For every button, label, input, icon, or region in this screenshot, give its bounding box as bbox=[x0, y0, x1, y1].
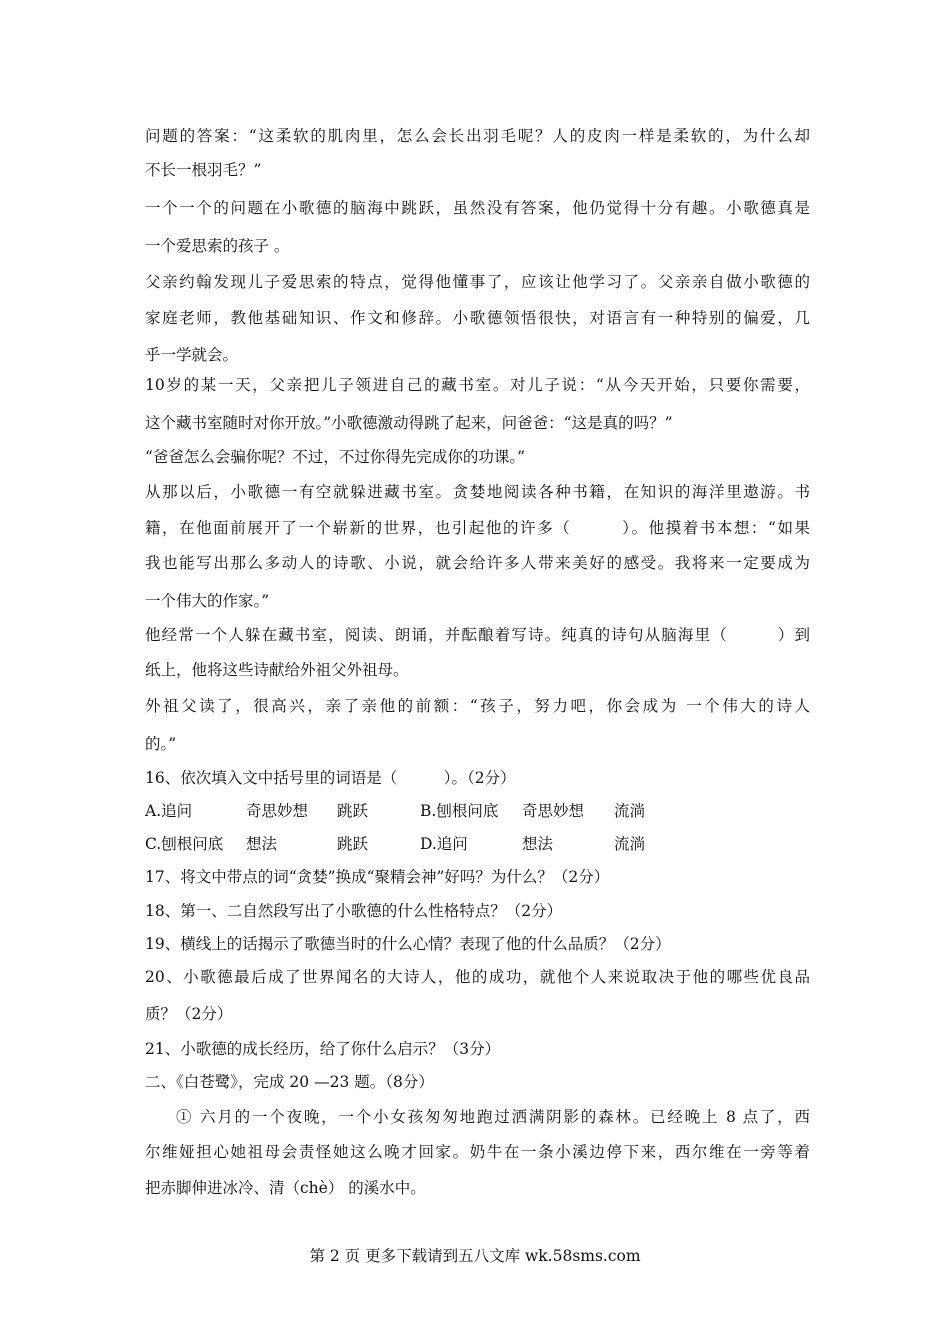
text-line: 尔维娅担心她祖母会责怪她这么晚才回家。奶牛在一条小溪边停下来，西尔维在一旁等着 bbox=[145, 1143, 810, 1161]
option-c-2: 想法 bbox=[246, 835, 278, 853]
question-18: 18、第一、二自然段写出了小歌德的什么性格特点？（2分） bbox=[145, 902, 563, 920]
text-line: 一个爱思索的孩子 。 bbox=[145, 237, 290, 255]
option-b-2: 奇思妙想 bbox=[522, 802, 585, 820]
text-line: 我也能写出那么多动人的诗歌、小说，就会给许多人带来美好的感受。我将来一定要成为 bbox=[145, 554, 810, 572]
section-heading: 二、《白苍鹭》，完成 20 —23 题。（8分） bbox=[145, 1073, 434, 1091]
text-line: 籍，在他面前展开了一个崭新的世界，也引起他的许多（ ）。他摸着书本想：“如果 bbox=[145, 519, 810, 537]
option-d-1: D.追问 bbox=[420, 835, 468, 853]
option-c-1: C.刨根问底 bbox=[145, 835, 224, 853]
text-line: 家庭老师，教他基础知识、作文和修辞。小歌德领悟很快，对语言有一种特别的偏爱，几 bbox=[145, 309, 810, 327]
text-line: 不长一根羽毛？” bbox=[145, 161, 262, 179]
text-line: 外祖父读了，很高兴，亲了亲他的前额：“孩子，努力吧，你会成为 一个伟大的诗人 bbox=[145, 697, 810, 715]
text-line: 的。” bbox=[145, 735, 177, 753]
text-line: 10岁的某一天，父亲把儿子领进自己的藏书室。对儿子说：“从今天开始，只要你需要， bbox=[145, 376, 810, 394]
text-line: 父亲约翰发现儿子爱思索的特点，觉得他懂事了，应该让他学习了。父亲亲自做小歌德的 bbox=[145, 273, 810, 291]
text-line: ① 六月的一个夜晚，一个小女孩匆匆地跑过洒满阴影的森林。已经晚上 8 点了，西 bbox=[176, 1108, 810, 1126]
option-d-3: 流淌 bbox=[614, 835, 646, 853]
text-line: 纸上，他将这些诗献给外祖父外祖母。 bbox=[145, 661, 409, 679]
text-line: 一个一个的问题在小歌德的脑海中跳跃，虽然没有答案，他仍觉得十分有趣。小歌德真是 bbox=[145, 199, 810, 217]
page-footer: 第 2 页 更多下载请到五八文库 wk.58sms.com bbox=[309, 1247, 641, 1265]
text-line: 问题的答案：“这柔软的肌肉里，怎么会长出羽毛呢？人的皮肉一样是柔软的，为什么却 bbox=[145, 127, 810, 145]
text-line: 把赤脚伸进冰冷、清（chè） 的溪水中。 bbox=[145, 1179, 426, 1197]
question-21: 21、小歌德的成长经历，给了你什么启示？（3分） bbox=[145, 1040, 501, 1058]
text-line: 乎一学就会。 bbox=[145, 346, 239, 364]
text-line: 质？（2分） bbox=[145, 1005, 233, 1023]
text-line: “爸爸怎么会骗你呢？不过，不过你得先完成你的功课。” bbox=[145, 448, 526, 466]
text-line: 从那以后，小歌德一有空就躲进藏书室。贪婪地阅读各种书籍，在知识的海洋里遨游。书 bbox=[145, 483, 810, 501]
question-stem: 16、依次填入文中括号里的词语是（ ）。（2分） bbox=[145, 769, 516, 787]
text-line: 一个伟大的作家。” bbox=[145, 592, 270, 610]
option-a-1: A.追问 bbox=[145, 802, 193, 820]
option-d-2: 想法 bbox=[522, 835, 554, 853]
option-c-3: 跳跃 bbox=[337, 835, 369, 853]
option-b-3: 流淌 bbox=[614, 802, 646, 820]
text-line: 20、小歌德最后成了世界闻名的大诗人，他的成功，就他个人来说取决于他的哪些优良品 bbox=[145, 968, 810, 986]
option-a-3: 跳跃 bbox=[337, 802, 369, 820]
option-b-1: B.刨根问底 bbox=[420, 802, 499, 820]
question-19: 19、横线上的话揭示了歌德当时的什么心情？表现了他的什么品质？（2分） bbox=[145, 935, 671, 953]
question-17: 17、将文中带点的词“贪婪”换成“聚精会神”好吗？为什么？（2分） bbox=[145, 868, 610, 886]
option-a-2: 奇思妙想 bbox=[246, 802, 309, 820]
text-line: 这个藏书室随时对你开放。”小歌德激动得跳了起来，问爸爸：“这是真的吗？” bbox=[145, 414, 673, 432]
text-line: 他经常一个人躲在藏书室，阅读、朗诵，并酝酿着写诗。纯真的诗句从脑海里（ ）到 bbox=[145, 626, 810, 644]
